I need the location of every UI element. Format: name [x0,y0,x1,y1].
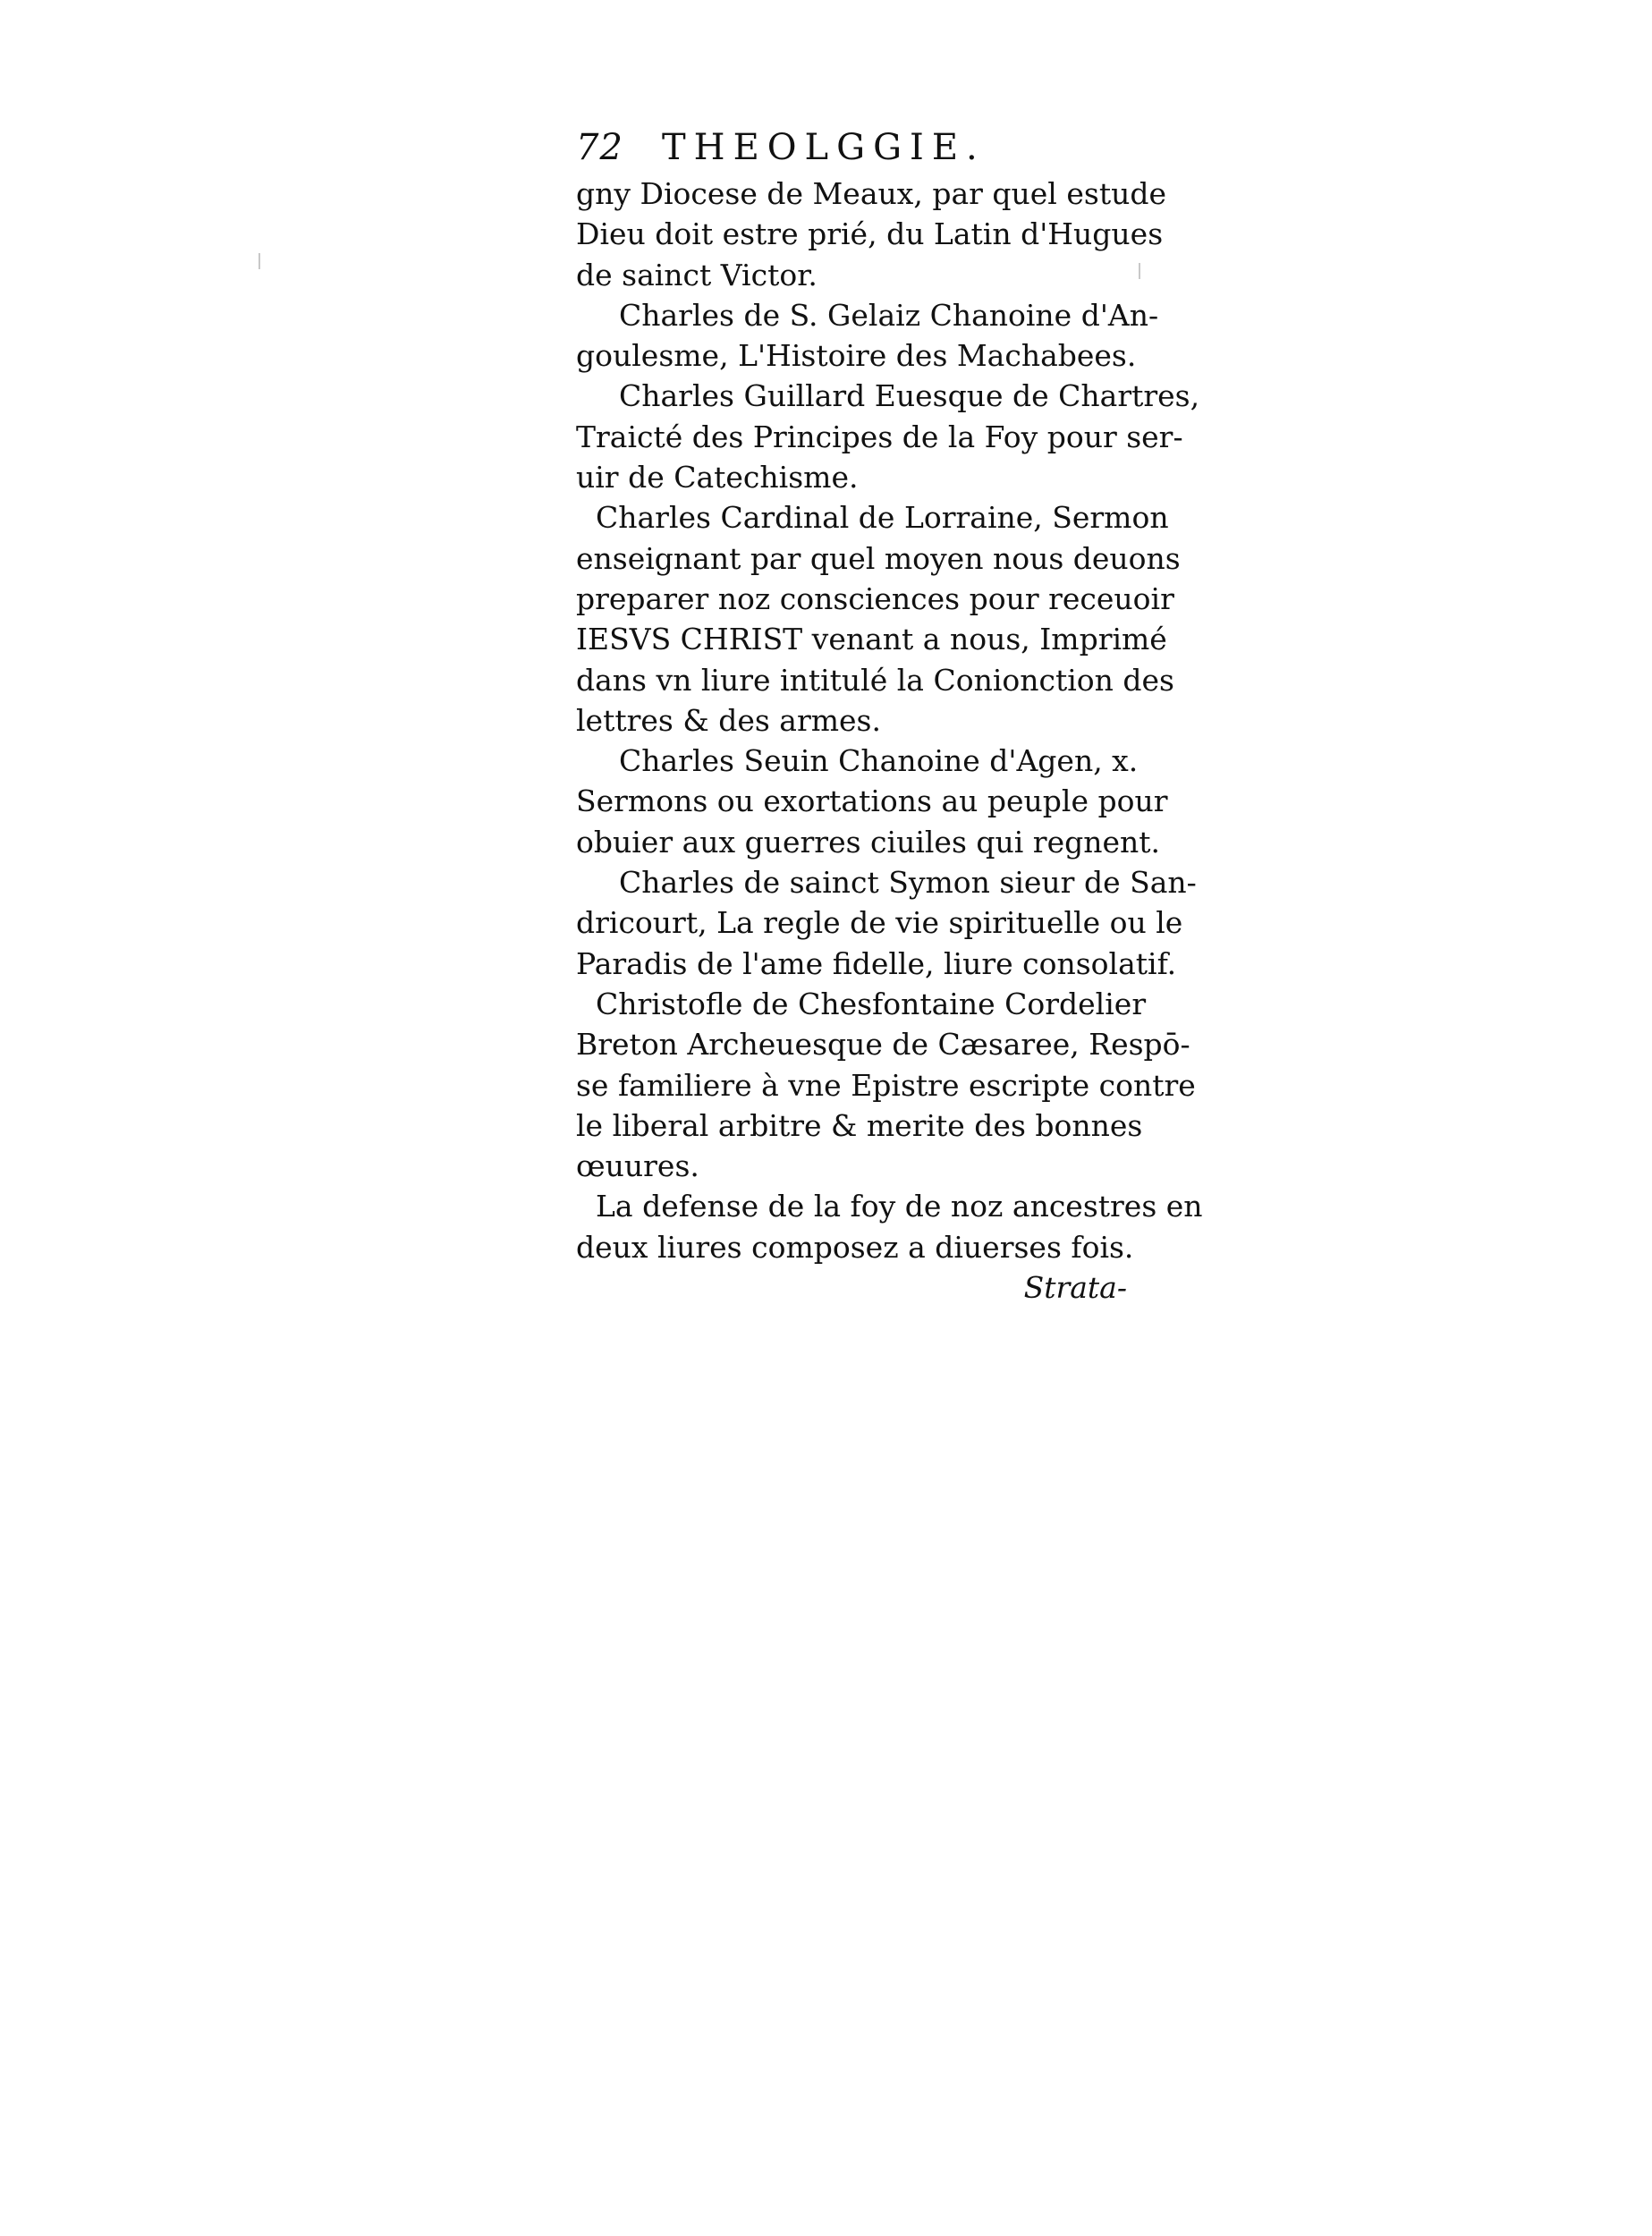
text-line: lettres & des armes. [576,702,881,738]
running-head [576,122,1148,174]
page-number: 72 [576,127,623,168]
text-line: goulesme, L'Histoire des Machabees. [576,338,1137,374]
catchword: Strata- [1023,1270,1127,1306]
text-block [576,122,1203,1308]
text-line: œuures. [576,1148,699,1184]
text-line: gny Diocese de Meaux, par quel estude [576,176,1166,211]
text-line: dans vn liure intitulé la Conionction des [576,662,1174,698]
text-line: Breton Archeuesque de Cæsaree, Respō- [576,1027,1190,1063]
running-title: THEOLGGIE. [662,127,986,168]
text-line: dricourt, La regle de vie spirituelle ou le [576,905,1183,941]
text-line: enseignant par quel moyen nous deuons [576,540,1181,576]
text-line: Charles Guillard Euesque de Chartres, [619,378,1200,414]
text-line: Charles de S. Gelaiz Chanoine d'An- [619,297,1159,333]
text-line: deux liures composez a diuerses fois. [576,1229,1134,1265]
text-line: obuier aux guerres ciuiles qui regnent. [576,824,1161,860]
text-line: Paradis de l'ame fidelle, liure consolatif. [576,945,1177,981]
text-line: le liberal arbitre & merite des bonnes [576,1107,1143,1143]
text-line: La defense de la foy de noz ancestres en [596,1189,1203,1224]
scan-speck-left [258,253,260,269]
text-line: de sainct Victor. [576,257,818,292]
text-line: IESVS CHRIST venant a nous, Imprimé [576,622,1167,657]
text-line: uir de Catechisme. [576,460,859,495]
text-line: preparer noz consciences pour receuoir [576,580,1174,616]
text-line: Christofle de Chesfontaine Cordelier [596,986,1147,1021]
text-line: Sermons ou exortations au peuple pour [576,783,1168,819]
text-line: Traicté des Principes de la Foy pour ser- [576,419,1183,454]
text-line: Charles de sainct Symon sieur de San- [619,865,1197,901]
text-line: Dieu doit estre prié, du Latin d'Hugues [576,216,1164,252]
text-line: se familiere à vne Epistre escripte contre [576,1067,1196,1103]
text-line: Charles Cardinal de Lorraine, Sermon [596,500,1169,536]
text-line: Charles Seuin Chanoine d'Agen, x. [619,743,1139,779]
